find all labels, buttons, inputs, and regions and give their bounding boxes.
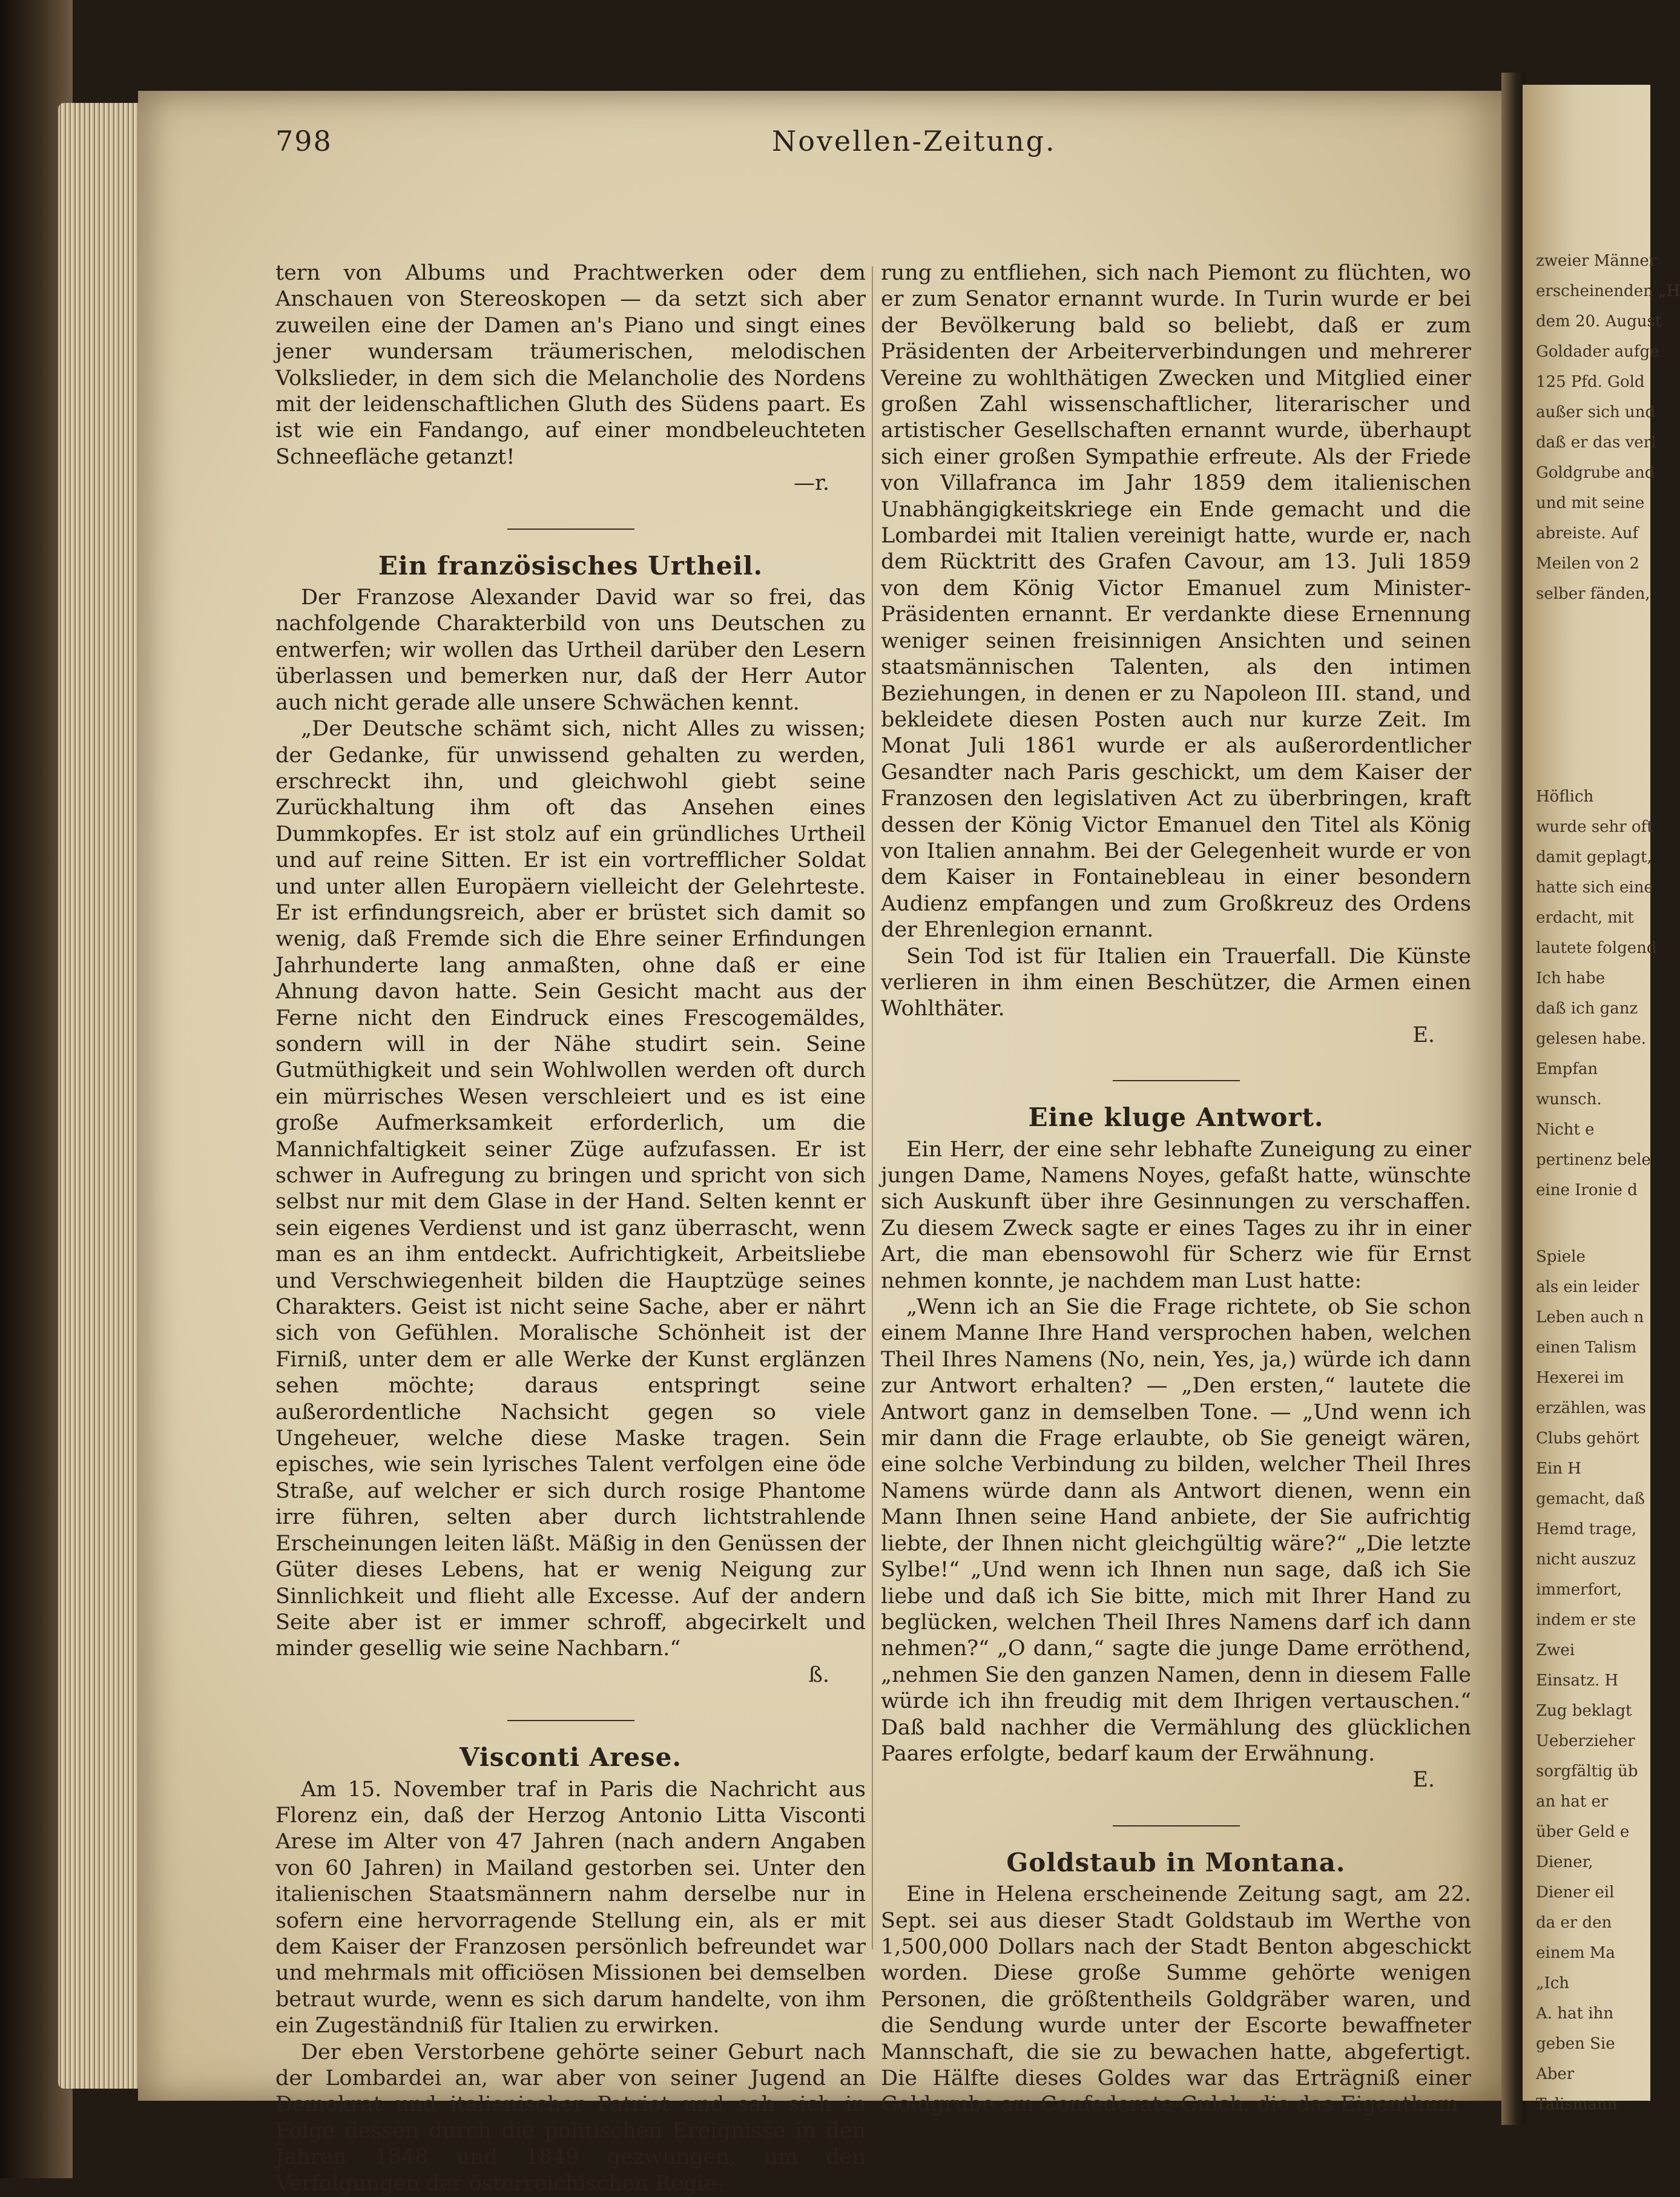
adjacent-page-fragment: außer sich und — [1536, 403, 1656, 421]
adjacent-page-fragment: pertinenz bele — [1536, 1151, 1651, 1169]
adjacent-page-fragment: abreiste. Auf — [1536, 524, 1639, 542]
adjacent-page-fragment: und mit seine — [1536, 494, 1645, 512]
running-title: Novellen-Zeitung. — [772, 125, 1056, 157]
adjacent-page-fragment: „Ich — [1536, 1974, 1570, 1992]
article-paragraph: „Der Deutsche schämt sich, nicht Alles zu wissen; der Gedanke, für unwissend gehalten zu werden, erschreckt ihn, und gleichwohl giebt seine Zurückhaltung ihm oft das Ansehen eines Dummkopfes. Er ist stolz auf ein gründliches Urtheil und auf reine Sitten. Er ist ein vortrefflicher Soldat und unter allen Europäern vielleicht der Gelehrteste. Er ist erfindungsreich, aber er brüstet sich damit so wenig, daß Fremde sich die Ehre seiner Erfindungen Jahrhunderte lang anmaßten, ohne daß er eine Ahnung davon hatte. Sein Gesicht macht aus der Ferne nicht den Eindruck eines Frescogemäldes, sondern will in der Nähe studirt sein. Seine Gutmüthigkeit und sein Wohlwollen werden oft durch ein mürrisches Wesen verschleiert und es ist eine große Aufmerksamkeit erforderlich, um die Mannichfaltigkeit seiner Züge aufzufassen. Er ist schwer in Aufregung zu bringen und spricht von sich selbst nur mit dem Glase in der Hand. Selten kennt er sein eigenes Verdienst und ist ganz überrascht, wenn man es an ihm entdeckt. Aufrichtigkeit, Arbeitsliebe und Verschwiegenheit bilden die Hauptzüge seines Charakters. Geist ist nicht seine Sache, aber er nährt sich von Gefühlen. Moralische Schönheit ist der Firniß, unter dem er alle Werke der Kunst erglänzen sehen möchte; daraus entspringt seine außerordentliche Nachsicht gegen so viele Ungeheuer, welche diese Maske tragen. Sein episches, wie sein lyrisches Talent verfolgen eine öde Straße, auf welcher er sich durch rosige Phantome irre führen, selten aber durch lichtstrahlende Erscheinungen leiten läßt. Mäßig in den Genüssen der Güter dieses Lebens, hat er wenig Neigung zur Sinnlichkeit und flieht alle Excesse. Auf der andern Seite aber ist er immer schroff, abgecirkelt und minder gesellig wie seine Nachbarn.“ — [275, 717, 866, 1661]
separator-rule — [1113, 1080, 1240, 1081]
adjacent-page-fragment: erzählen, was — [1536, 1399, 1646, 1417]
adjacent-page-fragment: einen Talism — [1536, 1339, 1637, 1357]
adjacent-page-fragment: A. hat ihn — [1536, 2004, 1614, 2023]
adjacent-page-fragment: hatte sich eine — [1536, 878, 1653, 897]
adjacent-page-fragment: Aber — [1536, 2065, 1575, 2083]
adjacent-page-fragment: sorgfältig üb — [1536, 1762, 1638, 1780]
adjacent-page-fragment: Hemd trage, — [1536, 1520, 1637, 1538]
page-header — [275, 125, 1444, 167]
adjacent-page-fragment: nicht auszuz — [1536, 1550, 1636, 1569]
page-number: 798 — [275, 125, 332, 157]
signature: E. — [1412, 1023, 1435, 1047]
signature: ß. — [808, 1662, 829, 1687]
adjacent-page-fragment: Ueberzieher — [1536, 1732, 1635, 1750]
article-paragraph: Ein Herr, der eine sehr lebhafte Zuneigung zu einer jungen Dame, Namens Noyes, gefaßt hatte, wünschte sich Auskunft über ihre Gesinnungen zu verschaffen. Zu diesem Zweck sagte er eines Tages zu ihr in einer Art, die man ebensowohl für Scherz wie für Ernst nehmen konnte, je nachdem man Lust hatte: — [881, 1137, 1471, 1293]
adjacent-page-fragment: damit geplagt, — [1536, 848, 1652, 866]
adjacent-page-fragment: Diener, — [1536, 1853, 1593, 1871]
adjacent-page-fragment: wurde sehr oft — [1536, 818, 1653, 836]
column-left — [275, 260, 866, 2197]
book-gutter — [1501, 73, 1526, 2125]
adjacent-page-fragment: über Geld e — [1536, 1823, 1630, 1841]
article-paragraph: Sein Tod ist für Italien ein Trauerfall. Die Künste verlieren in ihm einen Beschützer, die Armen einen Wohlthäter. — [881, 944, 1471, 1021]
adjacent-page-fragment: wunsch. — [1536, 1090, 1602, 1108]
article-paragraph: „Wenn ich an Sie die Frage richtete, ob Sie schon einem Manne Ihre Hand versprochen haben, welchen Theil Ihres Namens (No, nein, Yes, ja,) würde ich dann zur Antwort erhalten? — „Den ersten,“ lautete die Antwort ganz in demselben Tone. — „Und wenn ich mir dann die Frage erlaubte, ob Sie geneigt wären, eine solche Verbindung zu bilden, welcher Theil Ihres Namens würde dann als Antwort dienen, wenn ein Mann Ihnen seine Hand anbiete, der Sie aufrichtig liebte, der Ihnen nicht gleichgültig wäre?“ „Die letzte Sylbe!“ „Und wenn ich Ihnen nun sage, daß ich Sie liebe und daß ich Sie bitte, mich mit Ihrer Hand zu beglücken, welchen Theil Ihres Namens darf ich dann nehmen?“ „O dann,“ sagte die junge Dame erröthend, „nehmen Sie den ganzen Namen, denn in diesem Falle würde ich ihn freudig mit dem Ihrigen vertauschen.“ Daß bald nachher die Vermählung des glücklichen Paares erfolgte, bedarf kaum der Erwähnung. — [881, 1295, 1471, 1766]
adjacent-page-fragment: Einsatz. H — [1536, 1672, 1619, 1690]
adjacent-page-fragment: Clubs gehört — [1536, 1429, 1639, 1448]
adjacent-page-fragment: eine Ironie d — [1536, 1181, 1638, 1199]
adjacent-page-fragment: indem er ste — [1536, 1611, 1636, 1629]
adjacent-page-fragment: gemacht, daß — [1536, 1490, 1645, 1508]
adjacent-page-fragment: einem Ma — [1536, 1944, 1615, 1962]
adjacent-page-fragment: erscheinenden „H — [1536, 282, 1680, 300]
adjacent-page-fragment: Goldader aufge — [1536, 343, 1659, 361]
separator-rule — [1113, 1825, 1240, 1826]
adjacent-page-fragment: da er den — [1536, 1914, 1612, 1932]
adjacent-page-fragment: zweier Männer — [1536, 252, 1657, 270]
adjacent-page-fragment: selber fänden, — [1536, 585, 1650, 603]
adjacent-page-fragment: Meilen von 2 — [1536, 555, 1639, 573]
adjacent-page-fragment: Spiele — [1536, 1248, 1586, 1266]
article-title: Visconti Arese. — [460, 1742, 682, 1773]
column-right — [881, 260, 1471, 2118]
adjacent-page-fragment: Hexerei im — [1536, 1369, 1624, 1387]
article-title: Eine kluge Antwort. — [1028, 1102, 1324, 1133]
separator-rule — [507, 529, 634, 530]
adjacent-page-fragment: Ich habe — [1536, 969, 1606, 987]
page-edges — [58, 103, 143, 2089]
adjacent-page-fragment: immerfort, — [1536, 1581, 1622, 1599]
separator-rule — [507, 1720, 634, 1721]
column-rule — [872, 266, 873, 1949]
adjacent-page-fragment: lautete folgend — [1536, 939, 1657, 957]
adjacent-page-fragment: gelesen habe. — [1536, 1030, 1647, 1048]
adjacent-page-fragment: Höflich — [1536, 788, 1594, 806]
adjacent-page-fragment: an hat er — [1536, 1793, 1609, 1811]
adjacent-page-fragment: daß ich ganz — [1536, 1000, 1638, 1018]
adjacent-page-fragment: Empfan — [1536, 1060, 1598, 1078]
signature: E. — [1412, 1768, 1435, 1793]
adjacent-page-fragment: Goldgrube and — [1536, 464, 1655, 482]
continuation-paragraph: tern von Albums und Prachtwerken oder dem Anschauen von Stereoskopen — da setzt sich aber zuweilen eine der Damen an's Piano und singt eines jener wundersam träumerischen, melodischen Volkslieder, in dem sich die Melancholie des Nordens mit der leidenschaftlichen Gluth des Südens paart. Es ist wie ein Fandango, auf einer mondbeleuchteten Schneefläche getanzt! — [275, 261, 866, 469]
adjacent-page-fragment: Leben auch n — [1536, 1308, 1644, 1326]
adjacent-page — [1523, 85, 1680, 2113]
adjacent-page-fragment: Talismann — [1536, 2095, 1618, 2113]
article-paragraph: Der eben Verstorbene gehörte seiner Geburt nach der Lombardei an, war aber von seiner Jugend an Demokrat und italienischer Patriot und sah sich in Folge dessen durch die politischen Ereignisse in den Jahren 1848 und 1849 gezwungen, um den Verfolgungen der österreichischen Regie- — [275, 2040, 866, 2196]
article-paragraph: Eine in Helena erscheinende Zeitung sagt, am 22. Sept. sei aus dieser Stadt Goldstaub im Werthe von 1,500,000 Dollars nach der Stadt Benton abgeschickt worden. Diese große Summe gehörte wenigen Personen, die größtentheils Goldgräber waren, und die Sendung wurde unter der Escorte bewaffneter Mannschaft, die sie zu bewachen hatte, abgefertigt. Die Hälfte dieses Goldes war das Erträgniß einer Goldgrube am Confederate-Gulch, die das Eigenthum — [881, 1882, 1471, 2117]
adjacent-page-fragment: Nicht e — [1536, 1121, 1595, 1139]
adjacent-page-fragment: 125 Pfd. Gold — [1536, 373, 1645, 391]
adjacent-page-fragment: Zwei — [1536, 1641, 1575, 1659]
article-paragraph: Am 15. November traf in Paris die Nachricht aus Florenz ein, daß der Herzog Antonio Litta Visconti Arese im Alter von 47 Jahren (nach andern Angaben von 60 Jahren) in Mailand gestorben sei. Unter den italienischen Staatsmännern nahm derselbe nur in sofern eine hervorragende Stellung ein, als er mit dem Kaiser der Franzosen persönlich befreundet war und mehrmals mit officiösen Missionen bei demselben betraut wurde, wenn es sich darum handelte, von ihm ein Zugeständniß für Italien zu erwirken. — [275, 1777, 866, 2038]
adjacent-page-fragment: Ein H — [1536, 1460, 1581, 1478]
signature: —r. — [793, 471, 829, 496]
article-paragraph: rung zu entfliehen, sich nach Piemont zu flüchten, wo er zum Senator ernannt wurde. In Turin wurde er bei der Bevölkerung bald so beliebt, daß er zum Präsidenten der Arbeiterverbindungen und mehrerer Vereine zu wohlthätigen Zwecken und Mitglied einer großen Zahl wissenschaftlicher, literarischer und artistischer Gesellschaften ernannt wurde, überhaupt sich einer großen Sympathie erfreute. Als der Friede von Villafranca im Jahr 1859 dem italienischen Unabhängigkeitskriege ein Ende gemacht und die Lombardei mit Italien vereinigt hatte, wurde er, nach dem Rücktritt des Grafen Cavour, am 13. Juli 1859 von dem König Victor Emanuel zum Minister-Präsidenten ernannt. Er verdankte diese Ernennung weniger seinen freisinnigen Ansichten und seinen staatsmännischen Talenten, als den intimen Beziehungen, in denen er zu Napoleon III. stand, und bekleidete diesen Posten auch nur kurze Zeit. Im Monat Juli 1861 wurde er als außerordentlicher Gesandter nach Paris geschickt, um dem Kaiser der Franzosen den legislativen Act zu überbringen, kraft dessen der König Victor Emanuel den Titel als König von Italien annahm. Bei der Gelegenheit wurde er von dem Kaiser in Fontainebleau in einer besondern Audienz empfangen und zum Großkreuz des Ordens der Ehrenlegion ernannt. — [881, 261, 1471, 943]
article-paragraph: Der Franzose Alexander David war so frei, das nachfolgende Charakterbild von uns Deutschen zu entwerfen; wir wollen das Urtheil darüber den Lesern überlassen und bemerken nur, daß der Herr Autor auch nicht gerade alle unsere Schwächen kennt. — [275, 585, 866, 715]
adjacent-page-fragment: Diener eil — [1536, 1883, 1615, 1902]
adjacent-page-fragment: daß er das verl — [1536, 433, 1656, 452]
article-title: Goldstaub in Montana. — [1006, 1847, 1346, 1877]
adjacent-page-fragment: dem 20. August — [1536, 312, 1662, 331]
adjacent-page-fragment: geben Sie — [1536, 2035, 1615, 2053]
adjacent-page-fragment: Zug beklagt — [1536, 1702, 1632, 1720]
article-title: Ein französisches Urtheil. — [378, 550, 763, 581]
adjacent-page-fragment: als ein leider — [1536, 1278, 1639, 1296]
adjacent-page-fragment: erdacht, mit — [1536, 909, 1634, 927]
